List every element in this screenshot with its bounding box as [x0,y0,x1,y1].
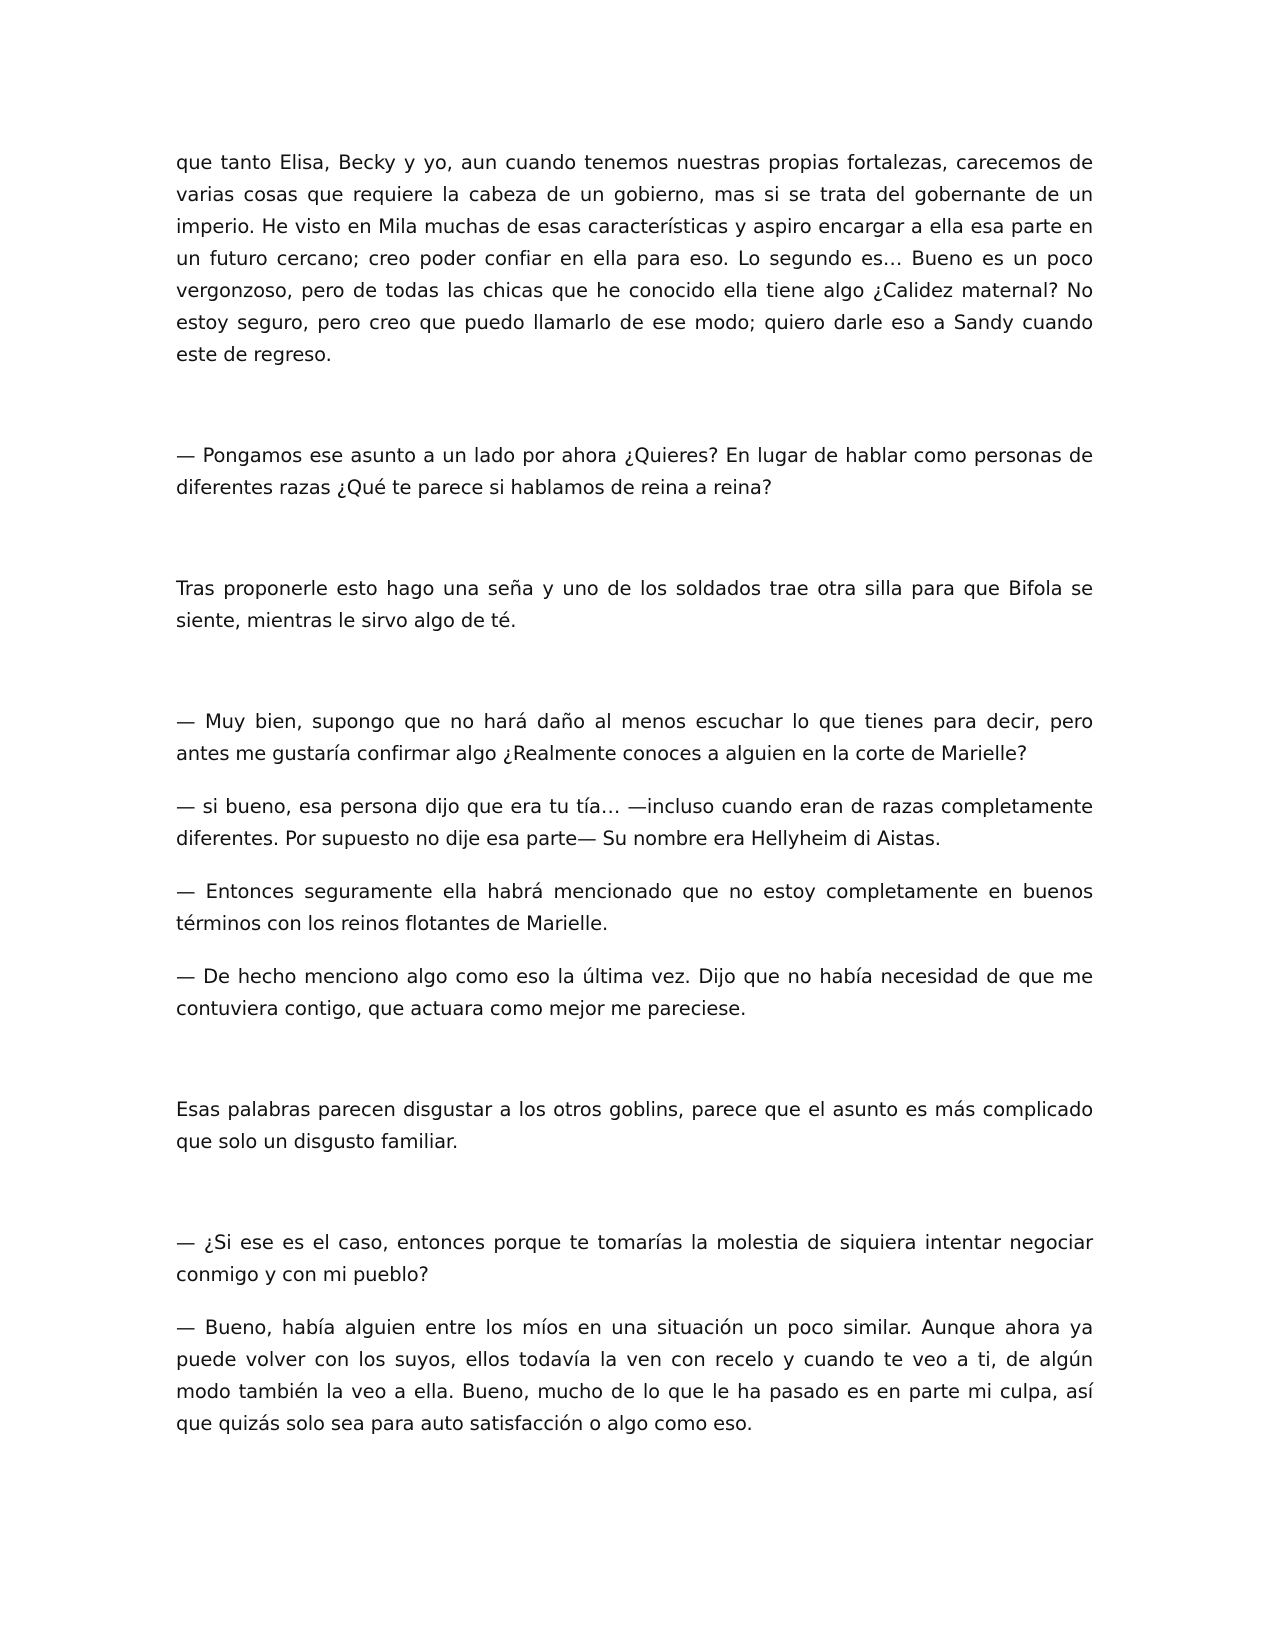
paragraph-7: — De hecho menciono algo como eso la última vez. Dijo que no había necesidad de que me contuviera contigo, que actuara como mejor me pareciese. [176,965,1093,1020]
paragraph-4: — Muy bien, supongo que no hará daño al menos escuchar lo que tienes para decir, pero antes me gustaría confirmar algo ¿Realmente conoces a alguien en la corte de Marielle? [176,710,1093,765]
paragraph-6: — Entonces seguramente ella habrá mencionado que no estoy completamente en buenos términos con los reinos flotantes de Marielle. [176,880,1093,935]
paragraph-5: — si bueno, esa persona dijo que era tu tía… —incluso cuando eran de razas completamente diferentes. Por supuesto no dije esa parte— Su nombre era Hellyheim di Aistas. [176,795,1093,850]
paragraph-1: que tanto Elisa, Becky y yo, aun cuando tenemos nuestras propias fortalezas, carecemos de varias cosas que requiere la cabeza de un gobierno, mas si se trata del gobernante de un imperio. He visto en Mila muchas de esas características y aspiro encargar a ella esa parte en un futuro cercano; creo poder confiar en ella para eso. Lo segundo es… Bueno es un poco vergonzoso, pero de todas las chicas que he conocido ella tiene algo ¿Calidez maternal? No estoy seguro, pero creo que puedo llamarlo de ese modo; quiero darle eso a Sandy cuando este de regreso. [176,151,1093,366]
paragraph-9: — ¿Si ese es el caso, entonces porque te tomarías la molestia de siquiera intentar negociar conmigo y con mi pueblo? [176,1231,1093,1286]
paragraph-3: Tras proponerle esto hago una seña y uno de los soldados trae otra silla para que Bifola se siente, mientras le sirvo algo de té. [176,577,1093,632]
paragraph-2: — Pongamos ese asunto a un lado por ahora ¿Quieres? En lugar de hablar como personas de diferentes razas ¿Qué te parece si hablamos de reina a reina? [176,444,1093,499]
text-column [176,147,1093,1440]
paragraph-8: Esas palabras parecen disgustar a los otros goblins, parece que el asunto es más complicado que solo un disgusto familiar. [176,1098,1093,1153]
paragraph-10: — Bueno, había alguien entre los míos en una situación un poco similar. Aunque ahora ya puede volver con los suyos, ellos todavía la ven con recelo y cuando te veo a ti, de algún modo también la veo a ella. Bueno, mucho de lo que le ha pasado es en parte mi culpa, así que quizás solo sea para auto satisfacción o algo como eso. [176,1316,1093,1435]
